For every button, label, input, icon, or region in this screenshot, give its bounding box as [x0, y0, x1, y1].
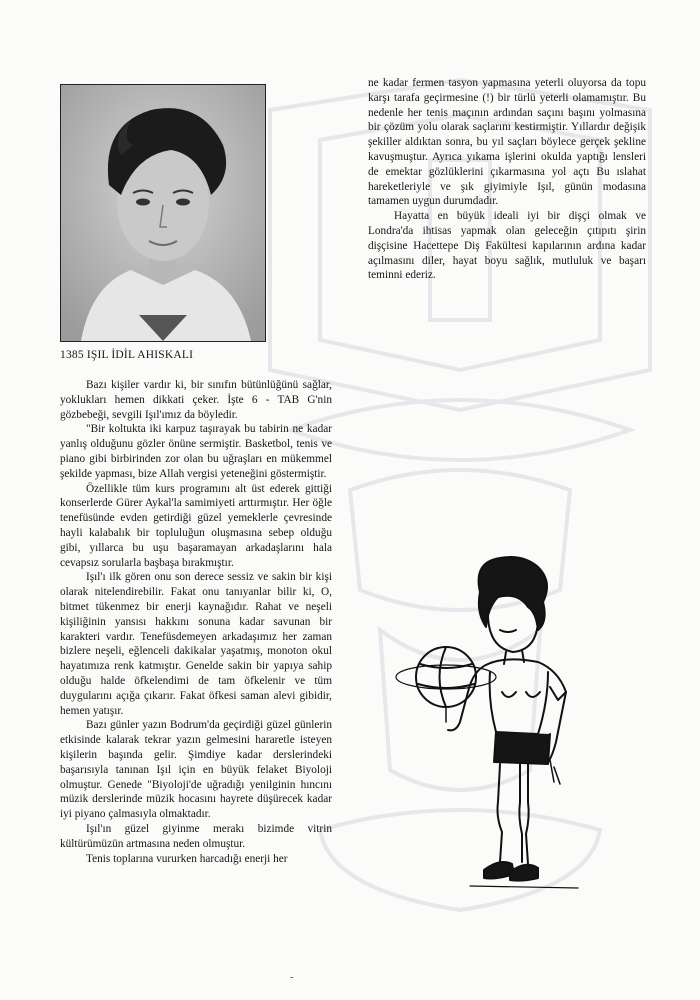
- paragraph: Hayatta en büyük ideali iyi bir dişçi olmak ve Londra'da ihtisas yapmak olan geleceğin çıtıpıtı şirin dişçisine Hacettepe Diş Fakültesi kapılarının ardına kadar açılmasını diler, hayat boyu sağlık, mutluluk ve başarı teminni ederiz.: [368, 210, 646, 282]
- paragraph: "Bir koltukta iki karpuz taşırayak bu tabirin ne kadar yanlış olduğunu gözler önüne sermiştir. Basketbol, tenis ve piano gibi birbirinden zor olan bu uğraşları en mükemmel şekilde yapması, bize Allah vergisi yeteneğini göstermiştir.: [60, 423, 332, 480]
- page-mark: -: [290, 972, 294, 983]
- paragraph: Işıl'ın güzel giyinme merakı bizimde vitrin kültürümüzün artmasına neden olmuştur.: [60, 822, 332, 850]
- paragraph: Işıl'ı ilk gören onu son derece sessiz ve sakin bir kişi olarak nitelendirebilir. Fakat onu tanıyanlar bilir ki, O, bitmet tükenmez bir enerji kaynağıdır. Rahat ve neşeli kişiliğinin yansısı hakkını sonuna kadar savunan bir karakteri vardır. Tenefüsdemeyen arkadaşımız her zaman bizlere neşeli, eğlenceli dakikalar yaşatmış, monoton okul hayatımıza renk katmıştır. Genelde sakin bir yapıya sahip olduğu halde öfkelendimi de tam öfkelenir ve tüm duygularını açığa çıkarır. Fakat öfkesi saman alevi gibidir, hemen yatışır.: [60, 571, 332, 717]
- paragraph: Özellikle tüm kurs programını alt üst ederek gittiği konserlerde Gürer Aykal'la samimiyeti arttırmıştır. Her öğle tenefüsünde evden getirdiği güzel yemeklerle çevresinde hayli kalabalık bir topluluğun oluşmasına sebep olduğu gibi, yıllarca bu uşu başaramayan arkadaşlarını hala cevapsız sorularla başbaşa bırakmıştır.: [60, 482, 332, 569]
- paragraph: ne kadar fermen tasyon yapmasına yeterli oluyorsa da topu karşı tarafa geçirmesine (!) bir türlü yeterli olamamıştır. Bu nedenle her tenis maçının ardından saçını başını yolmasına bir çözüm yolu olarak saçlarını kestirmiştir. Yıllardır değişik şekiller aldıktan sonra, bu yıl saçları böylece gerçek şekline kavuşmuştur. Ayrıca yıkama işlerini okulda yaptığı lensleri de emektar gözlüklerini çıkarmasına yol açtı Bu ıslahat hareketleriyle ve şık giyimiyle Işıl, günün modasına tamamen uygun durumdadır.: [368, 77, 646, 208]
- text-column-left: [60, 378, 332, 866]
- student-name-caption: 1385 IŞIL İDİL AHISKALI: [60, 349, 194, 361]
- student-photo: [60, 84, 266, 342]
- paragraph: Tenis toplarına vururken harcadığı enerji her: [86, 852, 288, 865]
- paragraph: Bazı günler yazın Bodrum'da geçirdiği güzel günlerin etkisinde kalarak tekrar yazın gelmesini hararetle isteyen kişilerin başında gelir. Şimdiye kadar derslerindeki başarısıyla tanınan Işıl için en büyük felaket Biyoloji olmuştur. Genede "Biyoloji'de uğradığı yenilginin hıncını müzik derslerinde müzik hocasını hayrete düşürecek kadar iyi piyano çalmasıyla olmaktadır.: [60, 719, 332, 821]
- paragraph: Bazı kişiler vardır ki, bir sınıfın bütünlüğünü sağlar, yoklukları hemen dikkati çeker. İşte 6 - TAB G'nin gözbebeği, sevgili Işıl'ımız da böyledir.: [60, 379, 332, 421]
- caricature-basketball-player: [388, 552, 658, 892]
- text-column-right: [368, 76, 646, 283]
